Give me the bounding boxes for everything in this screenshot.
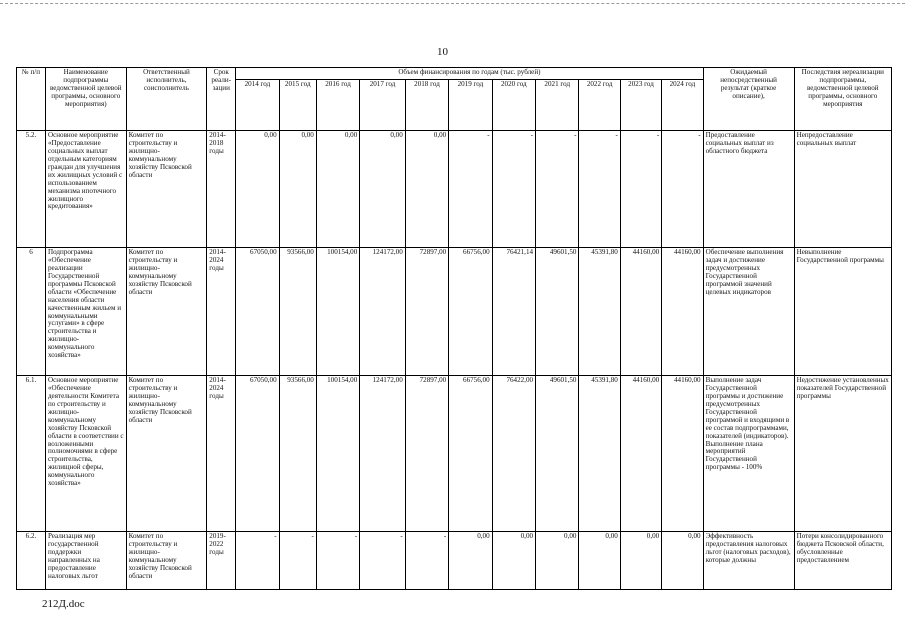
row-value: 45391,80 (579, 376, 620, 532)
header-name: Наименование подпрограммы ведомственной целевой программы, основного мероприятия) (45, 68, 126, 131)
year-header: 2024 год (662, 80, 703, 131)
row-consequences: Непредоставление социальных выплат (794, 131, 891, 248)
row-value: 124172,00 (360, 248, 406, 376)
year-header: 2022 год (579, 80, 620, 131)
row-value: - (316, 532, 359, 590)
financing-table (16, 67, 892, 590)
year-header: 2021 год (536, 80, 579, 131)
row-value: 100154,00 (316, 376, 359, 532)
row-executor: Комитет по строительству и жилищно-коммунальному хозяйству Псковской области (126, 532, 207, 590)
row-num: 6 (17, 248, 46, 376)
row-value: 49601,50 (536, 248, 579, 376)
row-consequences: Потери консолидированного бюджета Псковской области, обусловленные предоставлением (794, 532, 891, 590)
header-result: Ожидаемый непосредственный результат (краткое описание), (703, 68, 794, 131)
year-header: 2016 год (316, 80, 359, 131)
top-cut-line (0, 3, 905, 4)
row-value: - (405, 532, 448, 590)
row-value: 44160,00 (662, 376, 703, 532)
row-value: - (360, 532, 406, 590)
row-value: 44160,00 (662, 248, 703, 376)
row-result: Предоставление социальных выплат из областного бюджета (703, 131, 794, 248)
row-value: - (579, 131, 620, 248)
row-executor: Комитет по строительству и жилищно-коммунальному хозяйству Псковской области (126, 248, 207, 376)
year-header: 2020 год (492, 80, 535, 131)
row-value: - (662, 131, 703, 248)
row-executor: Комитет по строительству и жилищно-коммунальному хозяйству Псковской области (126, 376, 207, 532)
row-value: - (536, 131, 579, 248)
row-value: 0,00 (360, 131, 406, 248)
row-value: 0,00 (492, 532, 535, 590)
row-value: 76422,00 (492, 376, 535, 532)
row-value: 0,00 (405, 131, 448, 248)
row-name: Подпрограмма «Обеспечение реализации Государственной программы Псковской области «Обеспечение населения области качественным жильем и коммунальными услугами» в сфере строительства и жилищно-коммунального хозяйства» (45, 248, 126, 376)
row-name: Основное мероприятие «Обеспечение деятельности Комитета по строительству и жилищно-коммунальному хозяйству Псковской области в соответствии с возложенными полномочиями в сфере строительства, жилищной сферы, коммунального хозяйства» (45, 376, 126, 532)
row-value: 0,00 (449, 532, 492, 590)
row-num: 5.2. (17, 131, 46, 248)
row-value: 0,00 (316, 131, 359, 248)
row-value: - (449, 131, 492, 248)
row-value: 72897,00 (405, 376, 448, 532)
row-value: 76421,14 (492, 248, 535, 376)
year-header: 2014 год (236, 80, 279, 131)
row-num: 6.1. (17, 376, 46, 532)
row-result: Обеспечение выполнения задач и достижение предусмотренных Государственной программой значений целевых индикаторов (703, 248, 794, 376)
row-value: 44160,00 (620, 248, 661, 376)
header-financing: Объем финансирования по годам (тыс. рублей) (236, 68, 703, 80)
row-value: 72897,00 (405, 248, 448, 376)
row-term: 2014-2024 годы (207, 248, 236, 376)
row-value: 67050,00 (236, 376, 279, 532)
row-value: 66756,00 (449, 248, 492, 376)
row-name: Основное мероприятие «Предоставление социальных выплат отдельным категориям граждан для улучшения их жилищных условий с использованием механизма ипотечного жилищного кредитования» (45, 131, 126, 248)
row-value: - (620, 131, 661, 248)
row-consequences: Недостижение установленных показателей Государственной программы (794, 376, 891, 532)
row-term: 2019-2022 годы (207, 532, 236, 590)
row-value: - (279, 532, 316, 590)
year-header: 2015 год (279, 80, 316, 131)
header-term: Срок реали-зации (207, 68, 236, 131)
year-header: 2019 год (449, 80, 492, 131)
header-num: № п/п (17, 68, 46, 131)
year-header: 2023 год (620, 80, 661, 131)
row-result: Выполнение задач Государственной программы и достижение предусмотренных Государственной программой и входящими в ее состав подпрограммами, показателей (индикаторов). Выполнение плана мероприятий Государственной программы - 100% (703, 376, 794, 532)
page-number: 10 (437, 46, 448, 58)
row-value: 0,00 (579, 532, 620, 590)
row-value: 0,00 (620, 532, 661, 590)
row-value: 0,00 (662, 532, 703, 590)
row-executor: Комитет по строительству и жилищно-коммунальному хозяйству Псковской области (126, 131, 207, 248)
table-row (17, 532, 892, 590)
row-value: 93566,00 (279, 248, 316, 376)
row-value: 45391,80 (579, 248, 620, 376)
table-row (17, 376, 892, 532)
table-row (17, 131, 892, 248)
year-header: 2018 год (405, 80, 448, 131)
row-consequences: Невыполнение Государственной программы (794, 248, 891, 376)
row-term: 2014-2018 годы (207, 131, 236, 248)
row-value: - (236, 532, 279, 590)
footer-filename: 212Д.doc (42, 598, 85, 610)
row-value: 100154,00 (316, 248, 359, 376)
row-value: 67050,00 (236, 248, 279, 376)
row-value: 44160,00 (620, 376, 661, 532)
row-num: 6.2. (17, 532, 46, 590)
table-row (17, 248, 892, 376)
row-result: Эффективность предоставления налоговых льгот (налоговых расходов), которые должны (703, 532, 794, 590)
row-name: Реализация мер государственной поддержки направленных на предоставление налоговых льгот (45, 532, 126, 590)
header-consequences: Последствия нереализации подпрограммы, ведомственной целевой программы, основного мероприятия (794, 68, 891, 131)
row-value: 49601,50 (536, 376, 579, 532)
row-value: 0,00 (279, 131, 316, 248)
row-value: 0,00 (236, 131, 279, 248)
row-value: 0,00 (536, 532, 579, 590)
header-executor: Ответственный исполнитель, соисполнитель (126, 68, 207, 131)
row-value: 66756,00 (449, 376, 492, 532)
row-value: 124172,00 (360, 376, 406, 532)
year-header: 2017 год (360, 80, 406, 131)
row-term: 2014-2024 годы (207, 376, 236, 532)
row-value: 93566,00 (279, 376, 316, 532)
row-value: - (492, 131, 535, 248)
